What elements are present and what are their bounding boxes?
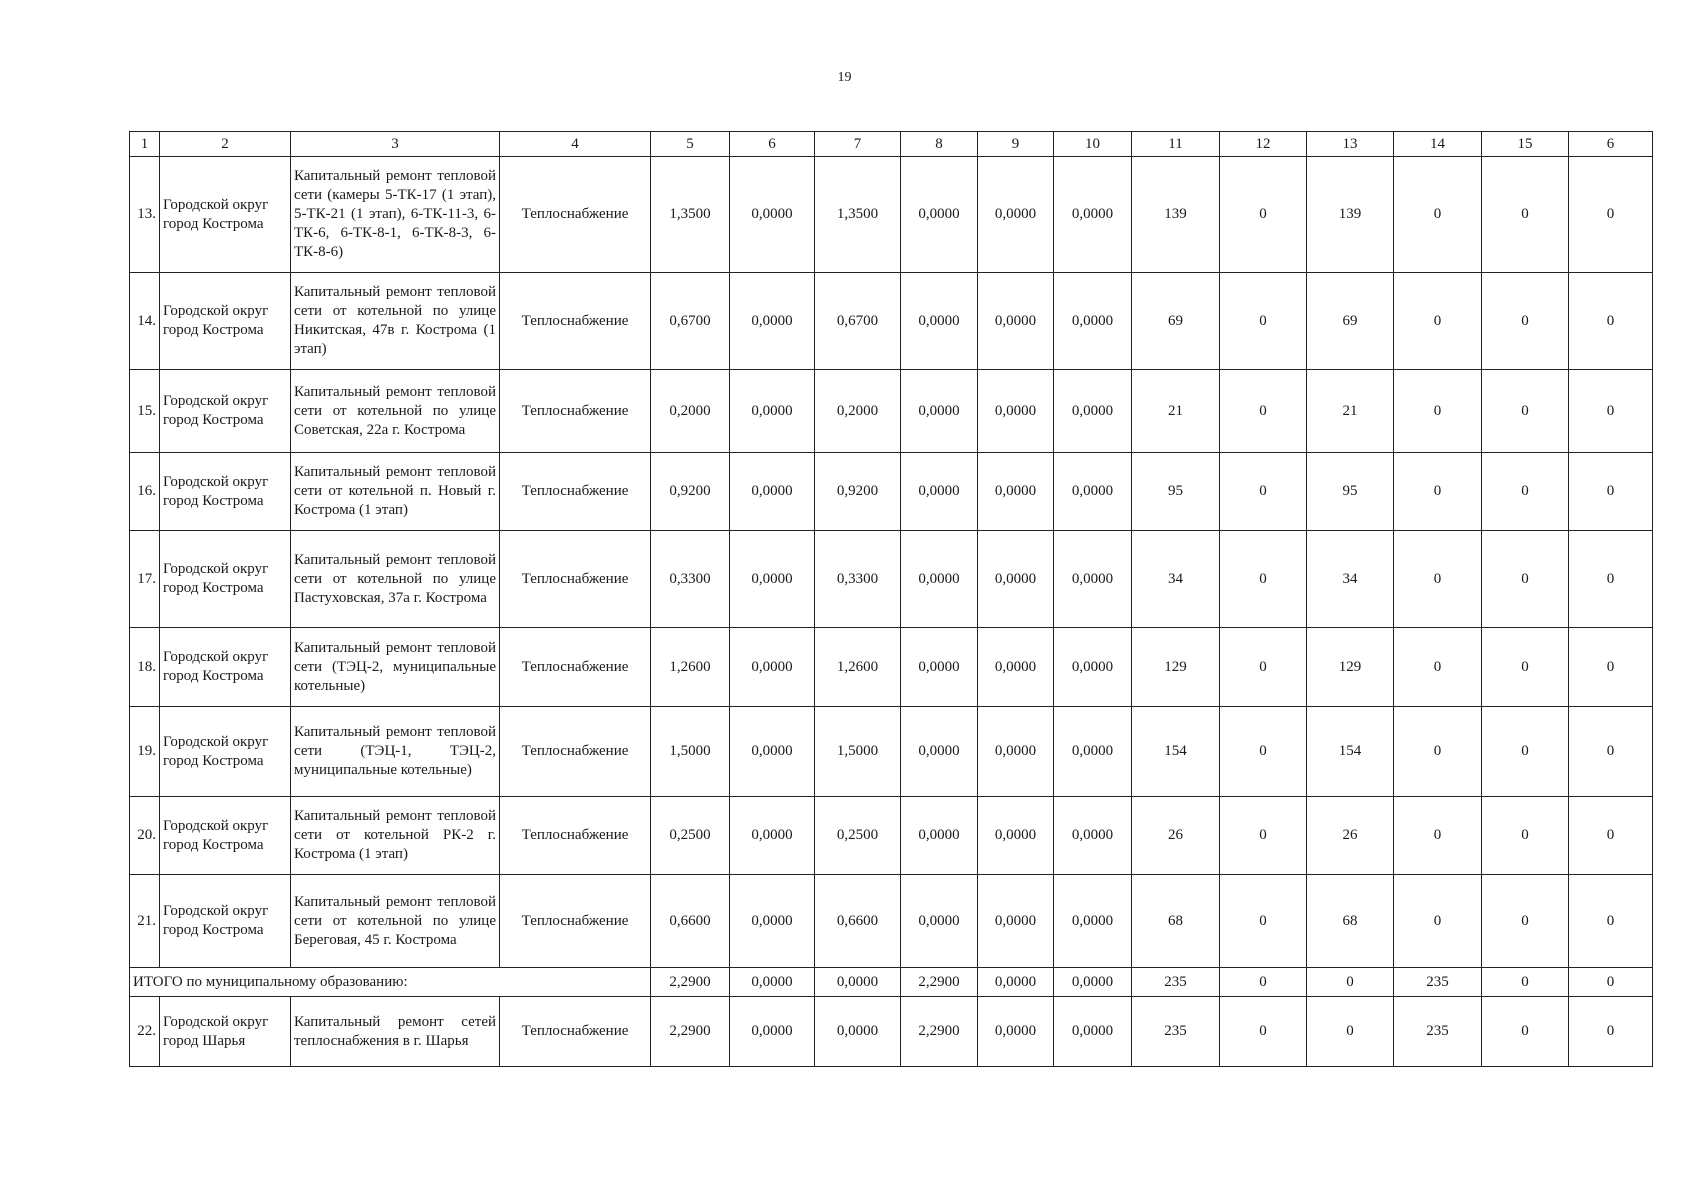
municipality-cell: Городской округ город Кострома [160,531,291,628]
total-cell: 2,2900 [901,968,978,997]
type-cell: Теплоснабжение [500,370,651,453]
value-cell: 0,0000 [978,997,1054,1067]
value-cell: 0,6700 [651,273,730,370]
value-cell: 0 [1569,157,1653,273]
value-cell: 0,0000 [730,628,815,707]
value-cell: 0,0000 [730,453,815,531]
total-cell: 0 [1307,968,1394,997]
value-cell: 0,2000 [815,370,901,453]
column-header: 12 [1220,132,1307,157]
value-cell: 0 [1220,628,1307,707]
value-cell: 68 [1307,875,1394,968]
total-cell: 0,0000 [978,968,1054,997]
total-cell: 235 [1132,968,1220,997]
value-cell: 0 [1394,531,1482,628]
value-cell: 0,0000 [1054,531,1132,628]
table-row [130,797,1653,875]
value-cell: 0 [1569,273,1653,370]
page-number: 19 [837,70,852,85]
column-header: 6 [1569,132,1653,157]
column-header: 11 [1132,132,1220,157]
description-cell: Капитальный ремонт тепловой сети (камеры 5-ТК-17 (1 этап), 5-ТК-21 (1 этап), 6-ТК-11-3, 6-ТК-6, 6-ТК-8-1, 6-ТК-8-3, 6-ТК-8-6) [291,157,500,273]
value-cell: 0,0000 [730,370,815,453]
value-cell: 0,2000 [651,370,730,453]
value-cell: 0 [1569,797,1653,875]
value-cell: 0,0000 [1054,997,1132,1067]
type-cell: Теплоснабжение [500,628,651,707]
description-cell: Капитальный ремонт тепловой сети (ТЭЦ-1, ТЭЦ-2, муниципальные котельные) [291,707,500,797]
value-cell: 0 [1220,707,1307,797]
municipality-cell: Городской округ город Кострома [160,875,291,968]
value-cell: 0,0000 [901,453,978,531]
row-number: 21. [130,875,160,968]
value-cell: 0,0000 [901,875,978,968]
value-cell: 34 [1307,531,1394,628]
header-row [130,132,1653,157]
value-cell: 69 [1132,273,1220,370]
total-cell: 0,0000 [730,968,815,997]
municipality-cell: Городской округ город Кострома [160,453,291,531]
value-cell: 0 [1482,797,1569,875]
value-cell: 2,2900 [901,997,978,1067]
value-cell: 0 [1394,628,1482,707]
value-cell: 95 [1132,453,1220,531]
value-cell: 0 [1394,370,1482,453]
table-row [130,707,1653,797]
value-cell: 0,0000 [901,157,978,273]
column-header: 10 [1054,132,1132,157]
row-number: 13. [130,157,160,273]
value-cell: 1,3500 [815,157,901,273]
column-header: 6 [730,132,815,157]
value-cell: 0,0000 [730,997,815,1067]
value-cell: 154 [1307,707,1394,797]
value-cell: 21 [1132,370,1220,453]
value-cell: 129 [1307,628,1394,707]
type-cell: Теплоснабжение [500,453,651,531]
column-header: 1 [130,132,160,157]
value-cell: 0,9200 [651,453,730,531]
municipality-cell: Городской округ город Кострома [160,797,291,875]
table-row [130,273,1653,370]
value-cell: 0,0000 [978,370,1054,453]
table-row [130,997,1653,1067]
value-cell: 0 [1569,531,1653,628]
value-cell: 21 [1307,370,1394,453]
value-cell: 0,3300 [815,531,901,628]
value-cell: 68 [1132,875,1220,968]
column-header: 5 [651,132,730,157]
value-cell: 0 [1482,997,1569,1067]
row-number: 19. [130,707,160,797]
value-cell: 0 [1482,273,1569,370]
value-cell: 0 [1394,157,1482,273]
column-header: 3 [291,132,500,157]
type-cell: Теплоснабжение [500,273,651,370]
total-row [130,968,1653,997]
column-header: 13 [1307,132,1394,157]
value-cell: 0 [1569,707,1653,797]
value-cell: 0,0000 [730,157,815,273]
value-cell: 0,0000 [1054,875,1132,968]
value-cell: 0 [1482,370,1569,453]
type-cell: Теплоснабжение [500,875,651,968]
value-cell: 0 [1220,273,1307,370]
description-cell: Капитальный ремонт сетей теплоснабжения в г. Шарья [291,997,500,1067]
value-cell: 0,0000 [978,453,1054,531]
value-cell: 235 [1394,997,1482,1067]
table-row [130,531,1653,628]
value-cell: 0 [1482,875,1569,968]
column-header: 8 [901,132,978,157]
row-number: 18. [130,628,160,707]
value-cell: 1,5000 [815,707,901,797]
column-header: 9 [978,132,1054,157]
value-cell: 0 [1394,707,1482,797]
value-cell: 0 [1569,453,1653,531]
total-label: ИТОГО по муниципальному образованию: [130,968,651,997]
value-cell: 1,5000 [651,707,730,797]
row-number: 14. [130,273,160,370]
value-cell: 0,0000 [901,707,978,797]
value-cell: 0 [1220,997,1307,1067]
value-cell: 1,2600 [815,628,901,707]
column-header: 14 [1394,132,1482,157]
value-cell: 0 [1394,797,1482,875]
value-cell: 0,0000 [730,707,815,797]
value-cell: 0,0000 [978,157,1054,273]
type-cell: Теплоснабжение [500,707,651,797]
row-number: 22. [130,997,160,1067]
value-cell: 0,6700 [815,273,901,370]
description-cell: Капитальный ремонт тепловой сети от котельной РК-2 г. Кострома (1 этап) [291,797,500,875]
value-cell: 0,0000 [978,707,1054,797]
value-cell: 0 [1569,628,1653,707]
value-cell: 2,2900 [651,997,730,1067]
value-cell: 0 [1569,370,1653,453]
value-cell: 0,3300 [651,531,730,628]
municipality-cell: Городской округ город Кострома [160,628,291,707]
description-cell: Капитальный ремонт тепловой сети от котельной по улице Береговая, 45 г. Кострома [291,875,500,968]
value-cell: 139 [1132,157,1220,273]
table-row [130,157,1653,273]
value-cell: 0,0000 [730,273,815,370]
description-cell: Капитальный ремонт тепловой сети от котельной по улице Пастуховская, 37а г. Кострома [291,531,500,628]
value-cell: 235 [1132,997,1220,1067]
row-number: 17. [130,531,160,628]
value-cell: 0,2500 [815,797,901,875]
value-cell: 0,0000 [901,531,978,628]
value-cell: 1,2600 [651,628,730,707]
value-cell: 0 [1394,273,1482,370]
value-cell: 95 [1307,453,1394,531]
total-cell: 0 [1569,968,1653,997]
value-cell: 0 [1482,157,1569,273]
value-cell: 0,2500 [651,797,730,875]
value-cell: 0,0000 [730,797,815,875]
value-cell: 0 [1482,628,1569,707]
type-cell: Теплоснабжение [500,157,651,273]
value-cell: 0 [1220,797,1307,875]
value-cell: 0 [1220,875,1307,968]
value-cell: 0,0000 [1054,370,1132,453]
row-number: 20. [130,797,160,875]
value-cell: 0,0000 [1054,707,1132,797]
total-cell: 235 [1394,968,1482,997]
type-cell: Теплоснабжение [500,531,651,628]
value-cell: 0,0000 [1054,797,1132,875]
value-cell: 0,0000 [901,370,978,453]
row-number: 16. [130,453,160,531]
column-header: 7 [815,132,901,157]
value-cell: 0,0000 [730,875,815,968]
value-cell: 0,0000 [901,273,978,370]
value-cell: 0,0000 [978,797,1054,875]
value-cell: 26 [1307,797,1394,875]
value-cell: 0 [1394,453,1482,531]
value-cell: 0,0000 [978,273,1054,370]
column-header: 15 [1482,132,1569,157]
table-row [130,370,1653,453]
value-cell: 0 [1482,707,1569,797]
column-header: 2 [160,132,291,157]
value-cell: 129 [1132,628,1220,707]
description-cell: Капитальный ремонт тепловой сети от котельной по улице Никитская, 47в г. Кострома (1 этап) [291,273,500,370]
municipality-cell: Городской округ город Шарья [160,997,291,1067]
value-cell: 0,0000 [1054,628,1132,707]
total-cell: 0 [1482,968,1569,997]
value-cell: 0 [1482,453,1569,531]
value-cell: 139 [1307,157,1394,273]
value-cell: 0,0000 [1054,157,1132,273]
value-cell: 0 [1569,997,1653,1067]
value-cell: 0 [1220,531,1307,628]
municipality-cell: Городской округ город Кострома [160,157,291,273]
total-cell: 0,0000 [1054,968,1132,997]
value-cell: 154 [1132,707,1220,797]
description-cell: Капитальный ремонт тепловой сети от котельной п. Новый г. Кострома (1 этап) [291,453,500,531]
value-cell: 0,0000 [815,997,901,1067]
value-cell: 0,0000 [1054,453,1132,531]
total-cell: 2,2900 [651,968,730,997]
description-cell: Капитальный ремонт тепловой сети от котельной по улице Советская, 22а г. Кострома [291,370,500,453]
row-number: 15. [130,370,160,453]
value-cell: 0,0000 [901,628,978,707]
value-cell: 1,3500 [651,157,730,273]
value-cell: 0,0000 [978,531,1054,628]
value-cell: 69 [1307,273,1394,370]
value-cell: 0,0000 [978,875,1054,968]
value-cell: 0,0000 [901,797,978,875]
table-row [130,453,1653,531]
value-cell: 0,9200 [815,453,901,531]
table-row [130,875,1653,968]
type-cell: Теплоснабжение [500,997,651,1067]
value-cell: 0,6600 [651,875,730,968]
description-cell: Капитальный ремонт тепловой сети (ТЭЦ-2, муниципальные котельные) [291,628,500,707]
value-cell: 0,0000 [978,628,1054,707]
table-row [130,628,1653,707]
value-cell: 0 [1394,875,1482,968]
total-cell: 0,0000 [815,968,901,997]
value-cell: 26 [1132,797,1220,875]
value-cell: 0 [1569,875,1653,968]
value-cell: 0 [1220,157,1307,273]
value-cell: 0 [1482,531,1569,628]
type-cell: Теплоснабжение [500,797,651,875]
value-cell: 0,6600 [815,875,901,968]
value-cell: 0 [1307,997,1394,1067]
value-cell: 0,0000 [1054,273,1132,370]
value-cell: 0 [1220,453,1307,531]
municipality-cell: Городской округ город Кострома [160,707,291,797]
value-cell: 0,0000 [730,531,815,628]
municipality-cell: Городской округ город Кострома [160,273,291,370]
value-cell: 0 [1220,370,1307,453]
column-header: 4 [500,132,651,157]
total-cell: 0 [1220,968,1307,997]
value-cell: 34 [1132,531,1220,628]
municipality-cell: Городской округ город Кострома [160,370,291,453]
data-table [129,131,1653,1067]
